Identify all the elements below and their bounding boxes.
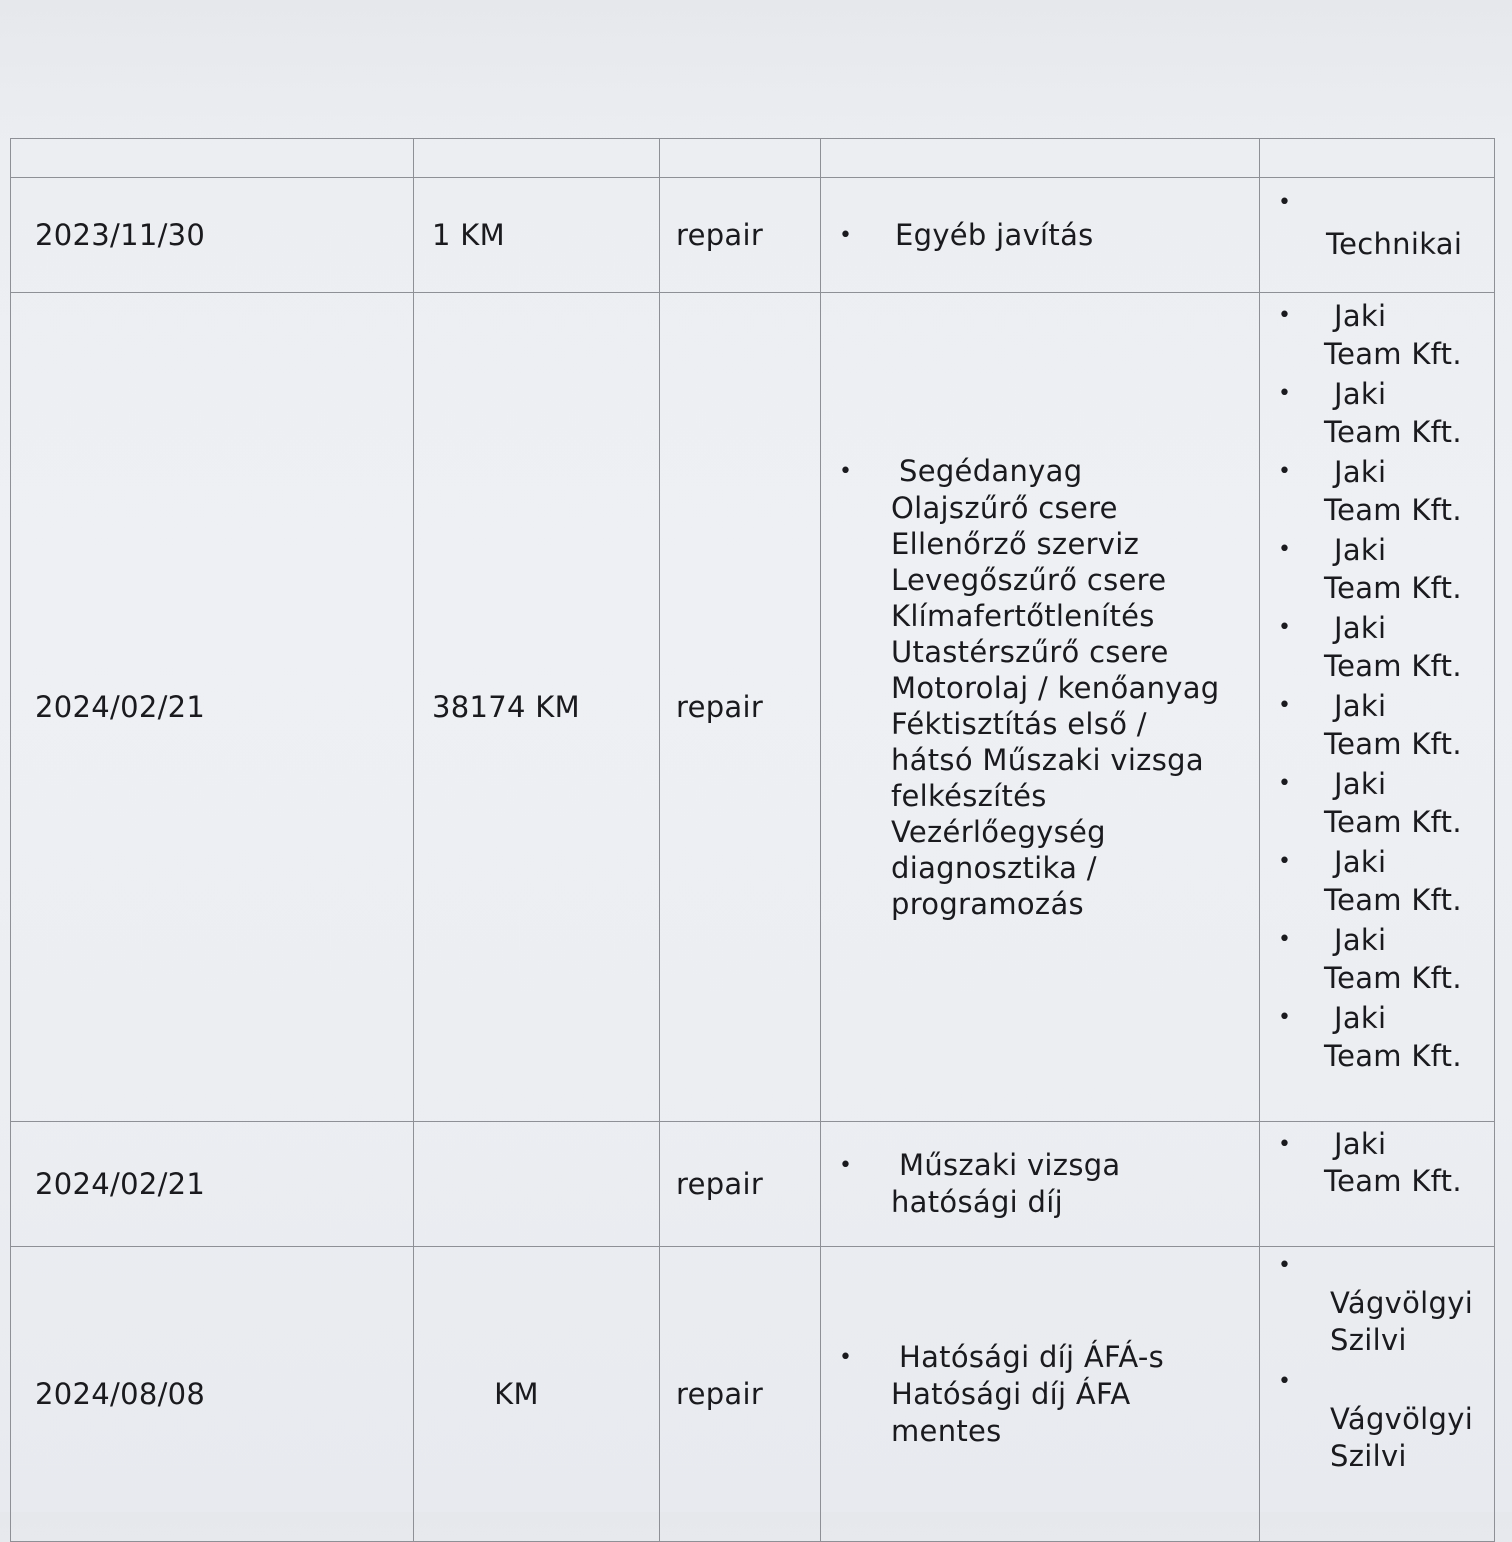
provider-item — [1278, 765, 1490, 841]
provider-text: Team Kft. — [1324, 649, 1462, 683]
provider-text-block — [1324, 843, 1462, 919]
service-text: Utastérszűrő csere — [891, 634, 1169, 669]
header-cell — [660, 139, 821, 178]
providers-cell — [1260, 1122, 1495, 1247]
service-item — [839, 1147, 1251, 1184]
service-text: Olajszűrő csere — [891, 490, 1118, 525]
bullet-icon: • — [1278, 189, 1292, 215]
provider-item — [1278, 1251, 1490, 1359]
provider-item — [1278, 188, 1490, 263]
service-continuation — [891, 1184, 1251, 1221]
service-text: diagnosztika / — [891, 850, 1097, 885]
provider-list — [1278, 297, 1490, 1075]
bullet-icon: • — [1278, 1132, 1292, 1157]
header-cell — [11, 139, 414, 178]
header-cell — [821, 139, 1260, 178]
provider-text: Team Kft. — [1324, 493, 1462, 527]
provider-text: Szilvi — [1330, 1323, 1407, 1357]
date-cell: 2024/02/21 — [11, 293, 414, 1122]
service-text: hátsó Műszaki vizsga — [891, 742, 1204, 777]
provider-text: Vágvölgyi — [1330, 1402, 1474, 1436]
service-text: Hatósági díj ÁFÁ-s — [899, 1339, 1165, 1374]
service-list — [839, 453, 1251, 922]
provider-text: Jaki — [1334, 377, 1387, 411]
provider-item — [1278, 1367, 1490, 1475]
provider-text-block — [1324, 453, 1462, 529]
provider-text-block — [1324, 999, 1462, 1075]
provider-text: Team Kft. — [1324, 571, 1462, 605]
type-cell: repair — [660, 178, 821, 293]
mileage-cell: 1 KM — [414, 178, 660, 293]
providers-cell — [1260, 178, 1495, 293]
provider-item — [1278, 687, 1490, 763]
service-text: hatósági díj — [891, 1185, 1063, 1219]
services-cell — [821, 293, 1260, 1122]
bullet-icon: • — [1278, 1253, 1292, 1278]
provider-text-block — [1324, 765, 1462, 841]
provider-text: Vágvölgyi — [1330, 1286, 1474, 1320]
service-text: Műszaki vizsga — [899, 1148, 1121, 1182]
provider-text: Team Kft. — [1324, 883, 1462, 917]
bullet-icon: • — [839, 222, 853, 248]
type-cell: repair — [660, 1122, 821, 1247]
provider-text: Jaki — [1334, 1001, 1387, 1035]
provider-item — [1278, 297, 1490, 373]
provider-text: Jaki — [1334, 1127, 1387, 1161]
service-text: Segédanyag — [899, 453, 1083, 488]
provider-text-block — [1324, 687, 1462, 763]
service-text: Klímafertőtlenítés — [891, 598, 1155, 633]
services-cell — [821, 1247, 1260, 1542]
service-text: Vezérlőegység — [891, 814, 1106, 849]
provider-text-block — [1324, 1126, 1462, 1200]
provider-item — [1278, 375, 1490, 451]
service-text: felkészítés — [891, 778, 1047, 813]
bullet-icon: • — [1278, 459, 1292, 484]
service-text: Levegőszűrő csere — [891, 562, 1167, 597]
provider-item — [1278, 453, 1490, 529]
provider-text-block — [1278, 1285, 1490, 1359]
table-row — [11, 293, 1495, 1122]
provider-text: Jaki — [1334, 689, 1387, 723]
bullet-icon: • — [1278, 381, 1292, 406]
bullet-icon: • — [1278, 927, 1292, 952]
provider-item — [1278, 609, 1490, 685]
service-continuation — [891, 490, 1251, 922]
provider-text: Jaki — [1334, 767, 1387, 801]
bullet-icon: • — [839, 1344, 853, 1370]
bullet-icon: • — [1278, 1005, 1292, 1030]
service-text: Hatósági díj ÁFA — [891, 1376, 1131, 1411]
provider-item — [1278, 999, 1490, 1075]
provider-text: Team Kft. — [1324, 1164, 1462, 1198]
provider-text: Jaki — [1334, 845, 1387, 879]
service-text: Motorolaj / kenőanyag — [891, 670, 1220, 705]
service-item — [839, 1339, 1251, 1376]
bullet-icon: • — [839, 458, 853, 484]
table-row — [11, 1247, 1495, 1542]
bullet-icon: • — [1278, 1369, 1292, 1394]
provider-item — [1278, 1126, 1490, 1200]
service-text: Egyéb javítás — [895, 217, 1094, 252]
bullet-icon: • — [1278, 849, 1292, 874]
provider-text: Jaki — [1334, 455, 1387, 489]
mileage-cell — [414, 1122, 660, 1247]
date-cell: 2024/08/08 — [11, 1247, 414, 1542]
provider-text: Team Kft. — [1324, 337, 1462, 371]
type-cell: repair — [660, 1247, 821, 1542]
provider-text-block — [1324, 609, 1462, 685]
provider-text: Team Kft. — [1324, 961, 1462, 995]
provider-text: Team Kft. — [1324, 805, 1462, 839]
service-item — [839, 453, 1251, 490]
provider-text: Technikai — [1326, 226, 1463, 261]
service-continuation — [891, 1376, 1251, 1450]
service-item — [839, 217, 1251, 254]
provider-text: Szilvi — [1330, 1439, 1407, 1473]
provider-text: Team Kft. — [1324, 415, 1462, 449]
provider-text-block — [1324, 531, 1462, 607]
bullet-icon: • — [1278, 537, 1292, 562]
provider-item — [1278, 921, 1490, 997]
provider-text: Jaki — [1334, 611, 1387, 645]
services-cell — [821, 178, 1260, 293]
service-text: mentes — [891, 1413, 1002, 1448]
header-cell — [1260, 139, 1495, 178]
bullet-icon: • — [1278, 303, 1292, 328]
bullet-icon: • — [1278, 771, 1292, 796]
service-text: Ellenőrző szerviz — [891, 526, 1140, 561]
service-history-table — [10, 138, 1495, 1542]
providers-cell — [1260, 1247, 1495, 1542]
bullet-icon: • — [1278, 615, 1292, 640]
provider-text: Jaki — [1334, 923, 1387, 957]
table-row — [11, 1122, 1495, 1247]
providers-cell — [1260, 293, 1495, 1122]
provider-text-block — [1324, 921, 1462, 997]
table-row — [11, 178, 1495, 293]
provider-text-block — [1278, 1401, 1490, 1475]
provider-text: Jaki — [1334, 533, 1387, 567]
type-cell: repair — [660, 293, 821, 1122]
provider-text: Jaki — [1334, 299, 1387, 333]
provider-text: Team Kft. — [1324, 727, 1462, 761]
provider-text: Team Kft. — [1324, 1039, 1462, 1073]
table-header-row — [11, 139, 1495, 178]
services-cell — [821, 1122, 1260, 1247]
provider-text-block — [1324, 297, 1462, 373]
date-cell: 2024/02/21 — [11, 1122, 414, 1247]
mileage-cell: KM — [414, 1247, 660, 1542]
provider-text-block — [1324, 375, 1462, 451]
service-text: Féktisztítás első / — [891, 706, 1147, 741]
provider-item — [1278, 843, 1490, 919]
service-text: programozás — [891, 886, 1084, 921]
header-cell — [414, 139, 660, 178]
bullet-icon: • — [1278, 693, 1292, 718]
mileage-cell: 38174 KM — [414, 293, 660, 1122]
provider-item — [1278, 531, 1490, 607]
date-cell: 2023/11/30 — [11, 178, 414, 293]
bullet-icon: • — [839, 1153, 853, 1178]
